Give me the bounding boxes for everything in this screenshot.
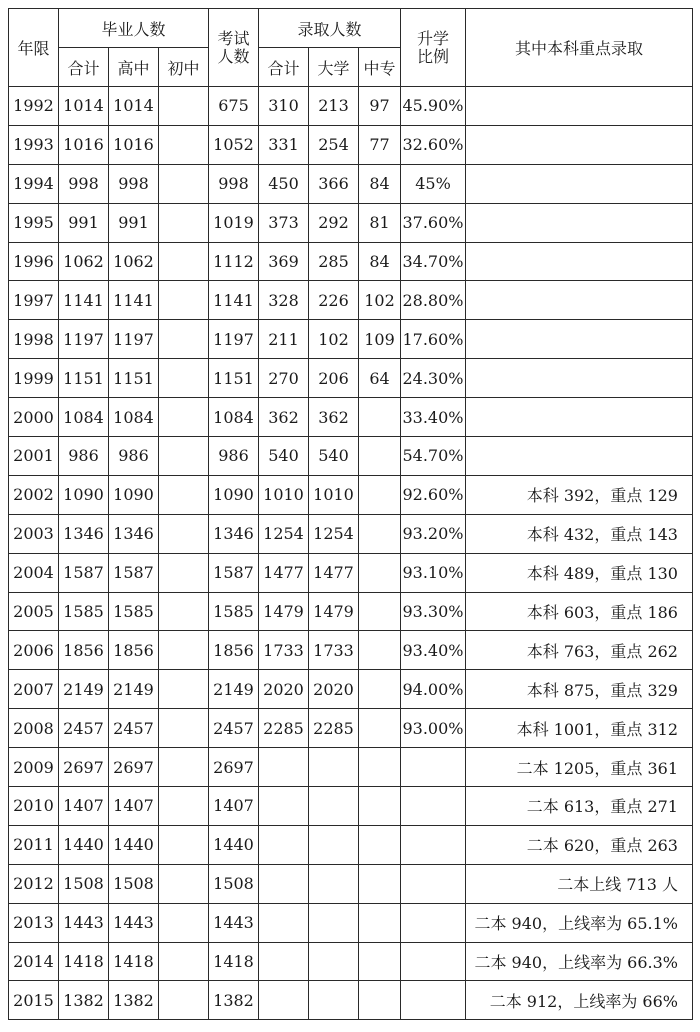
cell-admit-univ: 2020 <box>309 670 359 709</box>
cell-key-admission: 二本 912，上线率为 66% <box>466 981 693 1020</box>
cell-admit-univ: 2285 <box>309 709 359 748</box>
cell-grad-total: 1407 <box>59 787 109 826</box>
cell-year: 2006 <box>9 631 59 670</box>
cell-key-admission: 二本 1205，重点 361 <box>466 748 693 787</box>
cell-admit-univ: 540 <box>309 437 359 476</box>
cell-rate: 45% <box>401 164 466 203</box>
cell-admit-univ <box>309 942 359 981</box>
cell-grad-junior <box>159 320 209 359</box>
cell-rate <box>401 942 466 981</box>
header-grad-high: 高中 <box>109 48 159 87</box>
cell-grad-total: 1346 <box>59 514 109 553</box>
cell-year: 1996 <box>9 242 59 281</box>
cell-grad-junior <box>159 592 209 631</box>
table-row <box>9 359 693 398</box>
cell-grad-total: 986 <box>59 437 109 476</box>
header-exam-line2: 人数 <box>217 46 250 66</box>
cell-exam-count: 1587 <box>209 553 259 592</box>
cell-key-admission <box>466 242 693 281</box>
cell-exam-count: 986 <box>209 437 259 476</box>
cell-year: 2013 <box>9 903 59 942</box>
cell-admit-tech <box>359 631 401 670</box>
cell-grad-junior <box>159 514 209 553</box>
cell-grad-junior <box>159 748 209 787</box>
cell-grad-total: 1443 <box>59 903 109 942</box>
cell-grad-high: 998 <box>109 164 159 203</box>
header-row-top <box>9 9 693 48</box>
cell-year: 2002 <box>9 475 59 514</box>
cell-year: 1994 <box>9 164 59 203</box>
table-row <box>9 398 693 437</box>
cell-admit-univ: 213 <box>309 87 359 126</box>
cell-admit-univ <box>309 825 359 864</box>
cell-grad-total: 1382 <box>59 981 109 1020</box>
cell-exam-count: 1090 <box>209 475 259 514</box>
cell-exam-count: 1585 <box>209 592 259 631</box>
cell-exam-count: 1856 <box>209 631 259 670</box>
cell-admit-tech: 64 <box>359 359 401 398</box>
cell-grad-junior <box>159 242 209 281</box>
cell-admit-total: 1479 <box>259 592 309 631</box>
cell-rate: 94.00% <box>401 670 466 709</box>
cell-grad-high: 1585 <box>109 592 159 631</box>
cell-grad-total: 998 <box>59 164 109 203</box>
cell-rate <box>401 787 466 826</box>
cell-grad-total: 1151 <box>59 359 109 398</box>
table-row <box>9 748 693 787</box>
cell-grad-junior <box>159 903 209 942</box>
header-admitted: 录取人数 <box>259 9 401 48</box>
cell-grad-junior <box>159 864 209 903</box>
cell-grad-junior <box>159 942 209 981</box>
cell-admit-tech: 84 <box>359 164 401 203</box>
cell-grad-high: 991 <box>109 203 159 242</box>
header-admit-total: 合计 <box>259 48 309 87</box>
cell-grad-high: 1084 <box>109 398 159 437</box>
cell-grad-high: 2457 <box>109 709 159 748</box>
cell-key-admission <box>466 125 693 164</box>
table-row <box>9 281 693 320</box>
cell-year: 2010 <box>9 787 59 826</box>
header-rate-line1: 升学 <box>416 28 449 48</box>
cell-admit-univ <box>309 981 359 1020</box>
cell-key-admission: 本科 392，重点 129 <box>466 475 693 514</box>
cell-exam-count: 1019 <box>209 203 259 242</box>
cell-year: 2014 <box>9 942 59 981</box>
cell-grad-high: 1418 <box>109 942 159 981</box>
cell-exam-count: 2149 <box>209 670 259 709</box>
cell-rate: 33.40% <box>401 398 466 437</box>
header-admit-univ: 大学 <box>309 48 359 87</box>
cell-admit-tech: 84 <box>359 242 401 281</box>
cell-admit-total: 540 <box>259 437 309 476</box>
cell-rate: 93.10% <box>401 553 466 592</box>
table-body <box>9 87 693 1020</box>
cell-grad-junior <box>159 359 209 398</box>
table-row <box>9 825 693 864</box>
cell-admit-total <box>259 748 309 787</box>
cell-key-admission <box>466 203 693 242</box>
cell-grad-high: 986 <box>109 437 159 476</box>
cell-admit-tech <box>359 592 401 631</box>
cell-admit-tech: 109 <box>359 320 401 359</box>
cell-grad-total: 1418 <box>59 942 109 981</box>
header-rate <box>401 9 466 87</box>
cell-admit-total: 2285 <box>259 709 309 748</box>
cell-grad-total: 2149 <box>59 670 109 709</box>
cell-grad-total: 1197 <box>59 320 109 359</box>
cell-grad-junior <box>159 125 209 164</box>
cell-admit-total: 331 <box>259 125 309 164</box>
cell-rate: 17.60% <box>401 320 466 359</box>
cell-admit-total <box>259 981 309 1020</box>
cell-exam-count: 1141 <box>209 281 259 320</box>
cell-rate: 28.80% <box>401 281 466 320</box>
table-row <box>9 787 693 826</box>
table-row <box>9 514 693 553</box>
cell-grad-high: 1016 <box>109 125 159 164</box>
cell-grad-high: 1440 <box>109 825 159 864</box>
cell-exam-count: 675 <box>209 87 259 126</box>
cell-admit-univ <box>309 903 359 942</box>
table-row <box>9 592 693 631</box>
cell-key-admission <box>466 87 693 126</box>
cell-admit-tech <box>359 553 401 592</box>
cell-admit-total: 450 <box>259 164 309 203</box>
cell-admit-tech: 77 <box>359 125 401 164</box>
cell-grad-total: 1090 <box>59 475 109 514</box>
cell-year: 2005 <box>9 592 59 631</box>
cell-admit-total: 1477 <box>259 553 309 592</box>
header-exam-count <box>209 9 259 87</box>
table-row <box>9 242 693 281</box>
table-row <box>9 553 693 592</box>
cell-year: 1995 <box>9 203 59 242</box>
cell-grad-total: 1016 <box>59 125 109 164</box>
cell-exam-count: 1084 <box>209 398 259 437</box>
cell-year: 2007 <box>9 670 59 709</box>
header-grad-junior: 初中 <box>159 48 209 87</box>
cell-rate: 93.20% <box>401 514 466 553</box>
cell-admit-univ: 206 <box>309 359 359 398</box>
cell-exam-count: 998 <box>209 164 259 203</box>
cell-admit-univ: 366 <box>309 164 359 203</box>
cell-key-admission: 本科 432，重点 143 <box>466 514 693 553</box>
cell-grad-junior <box>159 825 209 864</box>
cell-key-admission: 本科 603，重点 186 <box>466 592 693 631</box>
cell-admit-tech <box>359 398 401 437</box>
cell-admit-tech <box>359 787 401 826</box>
cell-grad-junior <box>159 475 209 514</box>
cell-rate: 93.40% <box>401 631 466 670</box>
cell-year: 1999 <box>9 359 59 398</box>
cell-admit-univ: 254 <box>309 125 359 164</box>
cell-grad-high: 1382 <box>109 981 159 1020</box>
cell-exam-count: 1508 <box>209 864 259 903</box>
cell-rate <box>401 825 466 864</box>
header-grad-total: 合计 <box>59 48 109 87</box>
cell-admit-total: 369 <box>259 242 309 281</box>
cell-grad-high: 1443 <box>109 903 159 942</box>
table-row <box>9 164 693 203</box>
cell-admit-total <box>259 942 309 981</box>
cell-grad-high: 1856 <box>109 631 159 670</box>
cell-grad-junior <box>159 981 209 1020</box>
cell-grad-junior <box>159 164 209 203</box>
cell-year: 1993 <box>9 125 59 164</box>
cell-exam-count: 1443 <box>209 903 259 942</box>
cell-grad-total: 1587 <box>59 553 109 592</box>
cell-year: 2009 <box>9 748 59 787</box>
cell-year: 2015 <box>9 981 59 1020</box>
cell-admit-total <box>259 825 309 864</box>
cell-admit-total <box>259 864 309 903</box>
cell-grad-high: 1141 <box>109 281 159 320</box>
cell-key-admission <box>466 437 693 476</box>
cell-admit-total: 270 <box>259 359 309 398</box>
header-graduates: 毕业人数 <box>59 9 209 48</box>
cell-grad-total: 1856 <box>59 631 109 670</box>
cell-grad-junior <box>159 553 209 592</box>
cell-admit-univ: 292 <box>309 203 359 242</box>
cell-exam-count: 1151 <box>209 359 259 398</box>
cell-admit-tech <box>359 903 401 942</box>
cell-admit-tech <box>359 748 401 787</box>
cell-admit-univ: 1477 <box>309 553 359 592</box>
cell-key-admission: 本科 1001，重点 312 <box>466 709 693 748</box>
table-row <box>9 203 693 242</box>
cell-rate: 45.90% <box>401 87 466 126</box>
cell-key-admission: 二本 940，上线率为 66.3% <box>466 942 693 981</box>
cell-admit-tech <box>359 825 401 864</box>
cell-rate: 34.70% <box>401 242 466 281</box>
header-key-admission: 其中本科重点录取 <box>466 9 693 87</box>
cell-grad-high: 1014 <box>109 87 159 126</box>
cell-admit-univ: 1479 <box>309 592 359 631</box>
cell-rate: 92.60% <box>401 475 466 514</box>
cell-grad-high: 1151 <box>109 359 159 398</box>
cell-rate <box>401 864 466 903</box>
cell-year: 2011 <box>9 825 59 864</box>
cell-key-admission: 本科 875，重点 329 <box>466 670 693 709</box>
cell-admit-tech <box>359 942 401 981</box>
cell-admit-univ: 1010 <box>309 475 359 514</box>
table-row <box>9 320 693 359</box>
cell-admit-total <box>259 903 309 942</box>
cell-rate: 54.70% <box>401 437 466 476</box>
cell-year: 1992 <box>9 87 59 126</box>
cell-admit-univ: 1733 <box>309 631 359 670</box>
cell-grad-junior <box>159 203 209 242</box>
cell-rate: 37.60% <box>401 203 466 242</box>
cell-admit-total: 2020 <box>259 670 309 709</box>
header-exam-line1: 考试 <box>217 28 250 48</box>
cell-admit-univ <box>309 787 359 826</box>
cell-grad-total: 991 <box>59 203 109 242</box>
cell-grad-junior <box>159 631 209 670</box>
cell-admit-tech: 102 <box>359 281 401 320</box>
cell-exam-count: 1052 <box>209 125 259 164</box>
cell-exam-count: 1382 <box>209 981 259 1020</box>
cell-year: 2000 <box>9 398 59 437</box>
cell-admit-tech: 97 <box>359 87 401 126</box>
cell-grad-total: 2697 <box>59 748 109 787</box>
cell-admit-total: 1733 <box>259 631 309 670</box>
cell-grad-junior <box>159 670 209 709</box>
cell-grad-total: 1508 <box>59 864 109 903</box>
cell-admit-univ <box>309 864 359 903</box>
cell-admit-tech <box>359 709 401 748</box>
cell-admit-univ: 362 <box>309 398 359 437</box>
cell-rate <box>401 981 466 1020</box>
cell-grad-high: 1346 <box>109 514 159 553</box>
cell-year: 2001 <box>9 437 59 476</box>
cell-grad-total: 1141 <box>59 281 109 320</box>
cell-grad-high: 1197 <box>109 320 159 359</box>
cell-rate: 93.30% <box>401 592 466 631</box>
cell-key-admission <box>466 359 693 398</box>
cell-admit-tech <box>359 514 401 553</box>
table-row <box>9 709 693 748</box>
cell-admit-tech <box>359 981 401 1020</box>
cell-admit-total <box>259 787 309 826</box>
table-row <box>9 475 693 514</box>
cell-year: 2012 <box>9 864 59 903</box>
cell-admit-tech <box>359 437 401 476</box>
cell-grad-high: 2697 <box>109 748 159 787</box>
cell-grad-high: 1090 <box>109 475 159 514</box>
table-row <box>9 87 693 126</box>
cell-grad-junior <box>159 787 209 826</box>
cell-key-admission <box>466 320 693 359</box>
cell-exam-count: 1407 <box>209 787 259 826</box>
cell-admit-univ <box>309 748 359 787</box>
cell-admit-tech <box>359 670 401 709</box>
cell-admit-tech <box>359 864 401 903</box>
table-row <box>9 125 693 164</box>
cell-rate <box>401 903 466 942</box>
cell-key-admission: 二本 613，重点 271 <box>466 787 693 826</box>
cell-grad-junior <box>159 437 209 476</box>
cell-rate: 93.00% <box>401 709 466 748</box>
cell-grad-total: 2457 <box>59 709 109 748</box>
cell-exam-count: 2697 <box>209 748 259 787</box>
cell-key-admission: 二本 940，上线率为 65.1% <box>466 903 693 942</box>
cell-key-admission: 本科 489，重点 130 <box>466 553 693 592</box>
cell-admit-total: 1254 <box>259 514 309 553</box>
cell-rate: 24.30% <box>401 359 466 398</box>
cell-grad-total: 1014 <box>59 87 109 126</box>
table-row <box>9 437 693 476</box>
cell-exam-count: 1112 <box>209 242 259 281</box>
cell-year: 1997 <box>9 281 59 320</box>
table-row <box>9 864 693 903</box>
cell-admit-tech: 81 <box>359 203 401 242</box>
cell-year: 1998 <box>9 320 59 359</box>
cell-admit-univ: 1254 <box>309 514 359 553</box>
cell-exam-count: 2457 <box>209 709 259 748</box>
cell-grad-total: 1062 <box>59 242 109 281</box>
cell-rate <box>401 748 466 787</box>
cell-exam-count: 1346 <box>209 514 259 553</box>
cell-grad-high: 1062 <box>109 242 159 281</box>
cell-grad-junior <box>159 398 209 437</box>
cell-admit-total: 1010 <box>259 475 309 514</box>
table-row <box>9 903 693 942</box>
table-row <box>9 942 693 981</box>
cell-grad-junior <box>159 87 209 126</box>
table-row <box>9 631 693 670</box>
cell-admit-total: 328 <box>259 281 309 320</box>
cell-admit-univ: 226 <box>309 281 359 320</box>
cell-key-admission: 二本上线 713 人 <box>466 864 693 903</box>
cell-grad-total: 1440 <box>59 825 109 864</box>
cell-grad-total: 1084 <box>59 398 109 437</box>
header-admit-tech: 中专 <box>359 48 401 87</box>
admission-statistics-table <box>8 8 693 1020</box>
cell-grad-high: 1587 <box>109 553 159 592</box>
cell-admit-total: 310 <box>259 87 309 126</box>
header-rate-line2: 比例 <box>416 46 449 66</box>
cell-key-admission <box>466 398 693 437</box>
cell-grad-junior <box>159 281 209 320</box>
cell-year: 2008 <box>9 709 59 748</box>
cell-grad-total: 1585 <box>59 592 109 631</box>
cell-key-admission <box>466 164 693 203</box>
cell-key-admission: 二本 620，重点 263 <box>466 825 693 864</box>
cell-grad-junior <box>159 709 209 748</box>
cell-exam-count: 1197 <box>209 320 259 359</box>
cell-rate: 32.60% <box>401 125 466 164</box>
cell-key-admission <box>466 281 693 320</box>
table-row <box>9 981 693 1020</box>
cell-admit-total: 211 <box>259 320 309 359</box>
cell-grad-high: 1407 <box>109 787 159 826</box>
cell-admit-tech <box>359 475 401 514</box>
cell-key-admission: 本科 763，重点 262 <box>466 631 693 670</box>
cell-grad-high: 2149 <box>109 670 159 709</box>
cell-admit-univ: 102 <box>309 320 359 359</box>
header-year: 年限 <box>9 9 59 87</box>
cell-year: 2003 <box>9 514 59 553</box>
cell-admit-total: 373 <box>259 203 309 242</box>
cell-admit-univ: 285 <box>309 242 359 281</box>
cell-admit-total: 362 <box>259 398 309 437</box>
cell-exam-count: 1418 <box>209 942 259 981</box>
cell-exam-count: 1440 <box>209 825 259 864</box>
cell-year: 2004 <box>9 553 59 592</box>
table-row <box>9 670 693 709</box>
cell-grad-high: 1508 <box>109 864 159 903</box>
